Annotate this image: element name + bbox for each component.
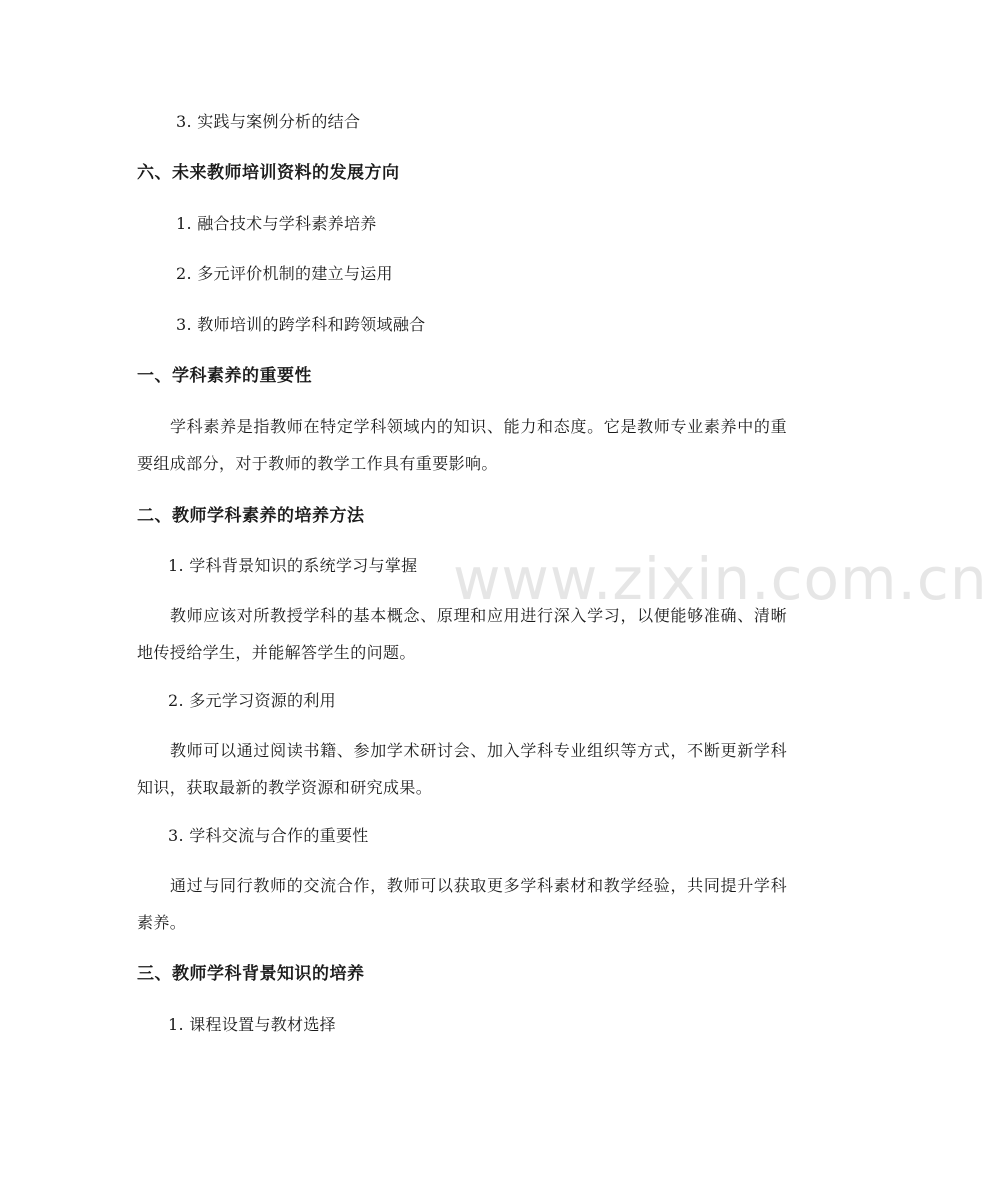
- subheading-curriculum: 1. 课程设置与教材选择: [168, 1015, 336, 1034]
- section-heading-6: 六、未来教师培训资料的发展方向: [137, 163, 400, 183]
- paragraph-literacy-definition: 学科素养是指教师在特定学科领域内的知识、能力和态度。它是教师专业素养中的重要组成部分，对于教师的教学工作具有重要影响。: [137, 417, 787, 473]
- paragraph-background-knowledge: 教师应该对所教授学科的基本概念、原理和应用进行深入学习，以便能够准确、清晰地传授给学生，并能解答学生的问题。: [137, 606, 787, 662]
- paragraph-learning-resources: 教师可以通过阅读书籍、参加学术研讨会、加入学科专业组织等方式，不断更新学科知识，获取最新的教学资源和研究成果。: [137, 741, 787, 797]
- paragraph-collaboration: 通过与同行教师的交流合作，教师可以获取更多学科素材和教学经验，共同提升学科素养。: [137, 876, 787, 932]
- list-item-evaluation-mechanism: 2. 多元评价机制的建立与运用: [176, 264, 393, 283]
- section-heading-2: 二、教师学科素养的培养方法: [137, 506, 365, 526]
- list-item-tech-integration: 1. 融合技术与学科素养培养: [176, 214, 377, 233]
- watermark: www.zixin.com.cn: [453, 545, 988, 613]
- list-item-practice-case-analysis: 3. 实践与案例分析的结合: [176, 112, 361, 131]
- subheading-learning-resources: 2. 多元学习资源的利用: [168, 691, 336, 710]
- subheading-collaboration: 3. 学科交流与合作的重要性: [168, 826, 369, 845]
- section-heading-1: 一、学科素养的重要性: [137, 366, 312, 386]
- section-heading-3: 三、教师学科背景知识的培养: [137, 964, 365, 984]
- list-item-interdisciplinary: 3. 教师培训的跨学科和跨领域融合: [176, 315, 426, 334]
- subheading-background-knowledge: 1. 学科背景知识的系统学习与掌握: [168, 556, 418, 575]
